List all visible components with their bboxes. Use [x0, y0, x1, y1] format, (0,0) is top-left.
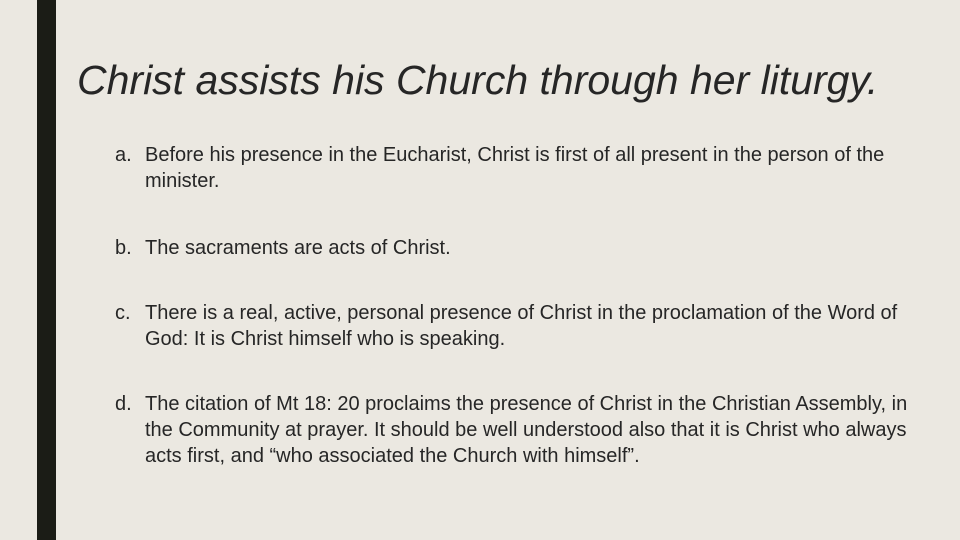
list-item-text: The sacraments are acts of Christ.	[145, 237, 451, 259]
list-item-text: The citation of Mt 18: 20 proclaims the presence of Christ in the Christian Assembly, in the Community at prayer. It should be well understood also that it is Christ who always acts first, and “who associated the Church with himself”.	[145, 393, 908, 467]
list-item	[115, 235, 925, 261]
bullet-list	[115, 142, 925, 469]
list-item-text: There is a real, active, personal presence of Christ in the proclamation of the Word of God: It is Christ himself who is speaking.	[145, 302, 898, 350]
list-marker: a.	[115, 144, 132, 166]
list-item	[115, 300, 925, 352]
accent-bar	[37, 0, 56, 540]
list-item	[115, 142, 925, 194]
list-item	[115, 391, 925, 469]
list-marker: d.	[115, 393, 132, 415]
list-item-text: Before his presence in the Eucharist, Christ is first of all present in the person of the minister.	[145, 144, 885, 192]
slide-title: Christ assists his Church through her liturgy.	[77, 57, 879, 103]
list-marker: b.	[115, 237, 132, 259]
list-marker: c.	[115, 302, 131, 324]
